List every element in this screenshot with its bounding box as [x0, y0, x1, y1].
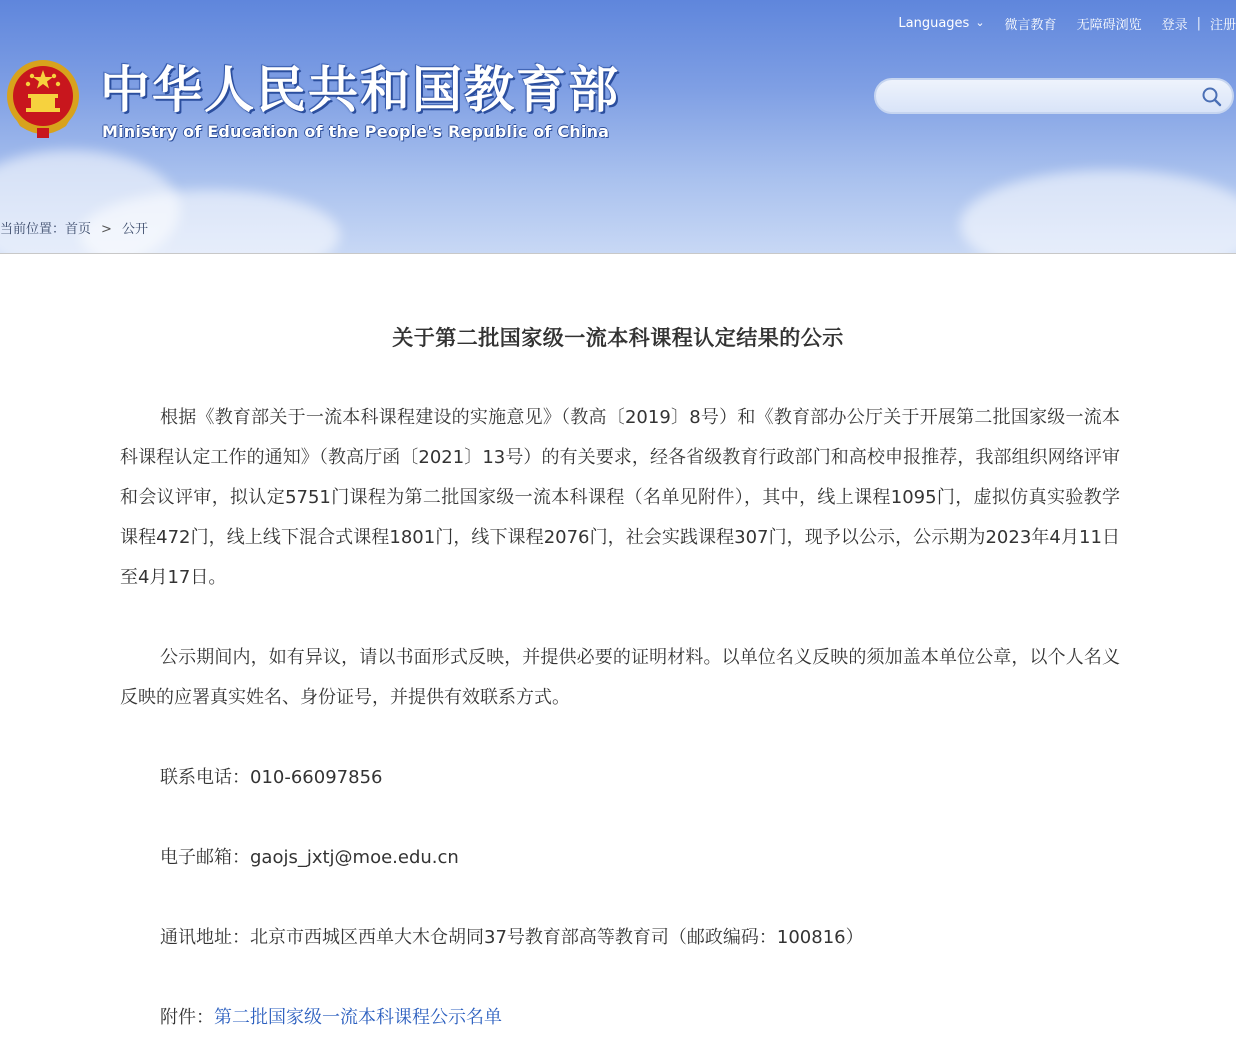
- contact-phone: [160, 758, 382, 798]
- login-link[interactable]: 登录: [1161, 17, 1188, 33]
- article-paragraph-2: 公示期间内，如有异议，请以书面形式反映，并提供必要的证明材料。以单位名义反映的须加盖本单位公章，以个人名义反映的应署真实姓名、身份证号，并提供有效联系方式。: [120, 647, 1120, 708]
- nav-separator: |: [1196, 15, 1201, 31]
- site-title[interactable]: 中华人民共和国教育部: [100, 60, 620, 119]
- search-icon[interactable]: [1200, 85, 1224, 109]
- article-title: 关于第二批国家级一流本科课程认定结果的公示: [392, 326, 844, 350]
- contact-email: [160, 838, 459, 878]
- phone-value: 010-66097856: [250, 767, 383, 788]
- attachment-link[interactable]: 第二批国家级一流本科课程公示名单: [214, 1007, 502, 1028]
- chevron-down-icon: ⌄: [975, 15, 985, 29]
- attachment: [160, 998, 502, 1038]
- attachment-label: 附件：: [160, 1007, 214, 1028]
- address-value: 北京市西城区西单大木仓胡同37号教育部高等教育司（邮政编码：100816）: [250, 927, 864, 948]
- national-emblem: [4, 56, 82, 144]
- contact-address: [160, 918, 864, 958]
- cloud-decoration: [960, 170, 1236, 254]
- weibo-link[interactable]: 微言教育: [1004, 17, 1057, 33]
- accessibility-link[interactable]: 无障碍浏览: [1076, 17, 1142, 33]
- breadcrumb-separator: >: [101, 222, 112, 237]
- article-container: [0, 253, 1236, 1041]
- site-header: [0, 0, 1236, 254]
- phone-label: 联系电话：: [160, 767, 250, 788]
- top-nav: [898, 13, 1236, 33]
- article-paragraph-1: 根据《教育部关于一流本科课程建设的实施意见》（教高〔2019〕8号）和《教育部办公厅关于开展第二批国家级一流本科课程认定工作的通知》（教高厅函〔2021〕13号）的有关要求，经各省级教育行政部门和高校申报推荐，我部组织网络评审和会议评审，拟认定5751门课程为第二批国家级一流本科课程（名单见附件），其中，线上课程1095门，虚拟仿真实验教学课程472门，线上线下混合式课程1801门，线下课程2076门，社会实践课程307门，现予以公示，公示期为2023年4月11日至4月17日。: [120, 407, 1120, 588]
- site-subtitle: Ministry of Education of the People's Republic of China: [102, 122, 610, 141]
- email-value: gaojs_jxtj@moe.edu.cn: [250, 847, 459, 868]
- email-label: 电子邮箱：: [160, 847, 250, 868]
- breadcrumb-home-link[interactable]: 首页: [65, 222, 92, 237]
- languages-label: Languages: [898, 15, 970, 31]
- breadcrumb-current-link[interactable]: 公开: [121, 222, 148, 237]
- breadcrumb: [0, 218, 148, 237]
- search-box: [874, 78, 1234, 114]
- register-link[interactable]: 注册: [1209, 17, 1236, 33]
- breadcrumb-prefix: 当前位置：: [0, 222, 66, 237]
- search-input[interactable]: [890, 84, 1194, 110]
- languages-menu[interactable]: [898, 16, 984, 31]
- address-label: 通讯地址：: [160, 927, 250, 948]
